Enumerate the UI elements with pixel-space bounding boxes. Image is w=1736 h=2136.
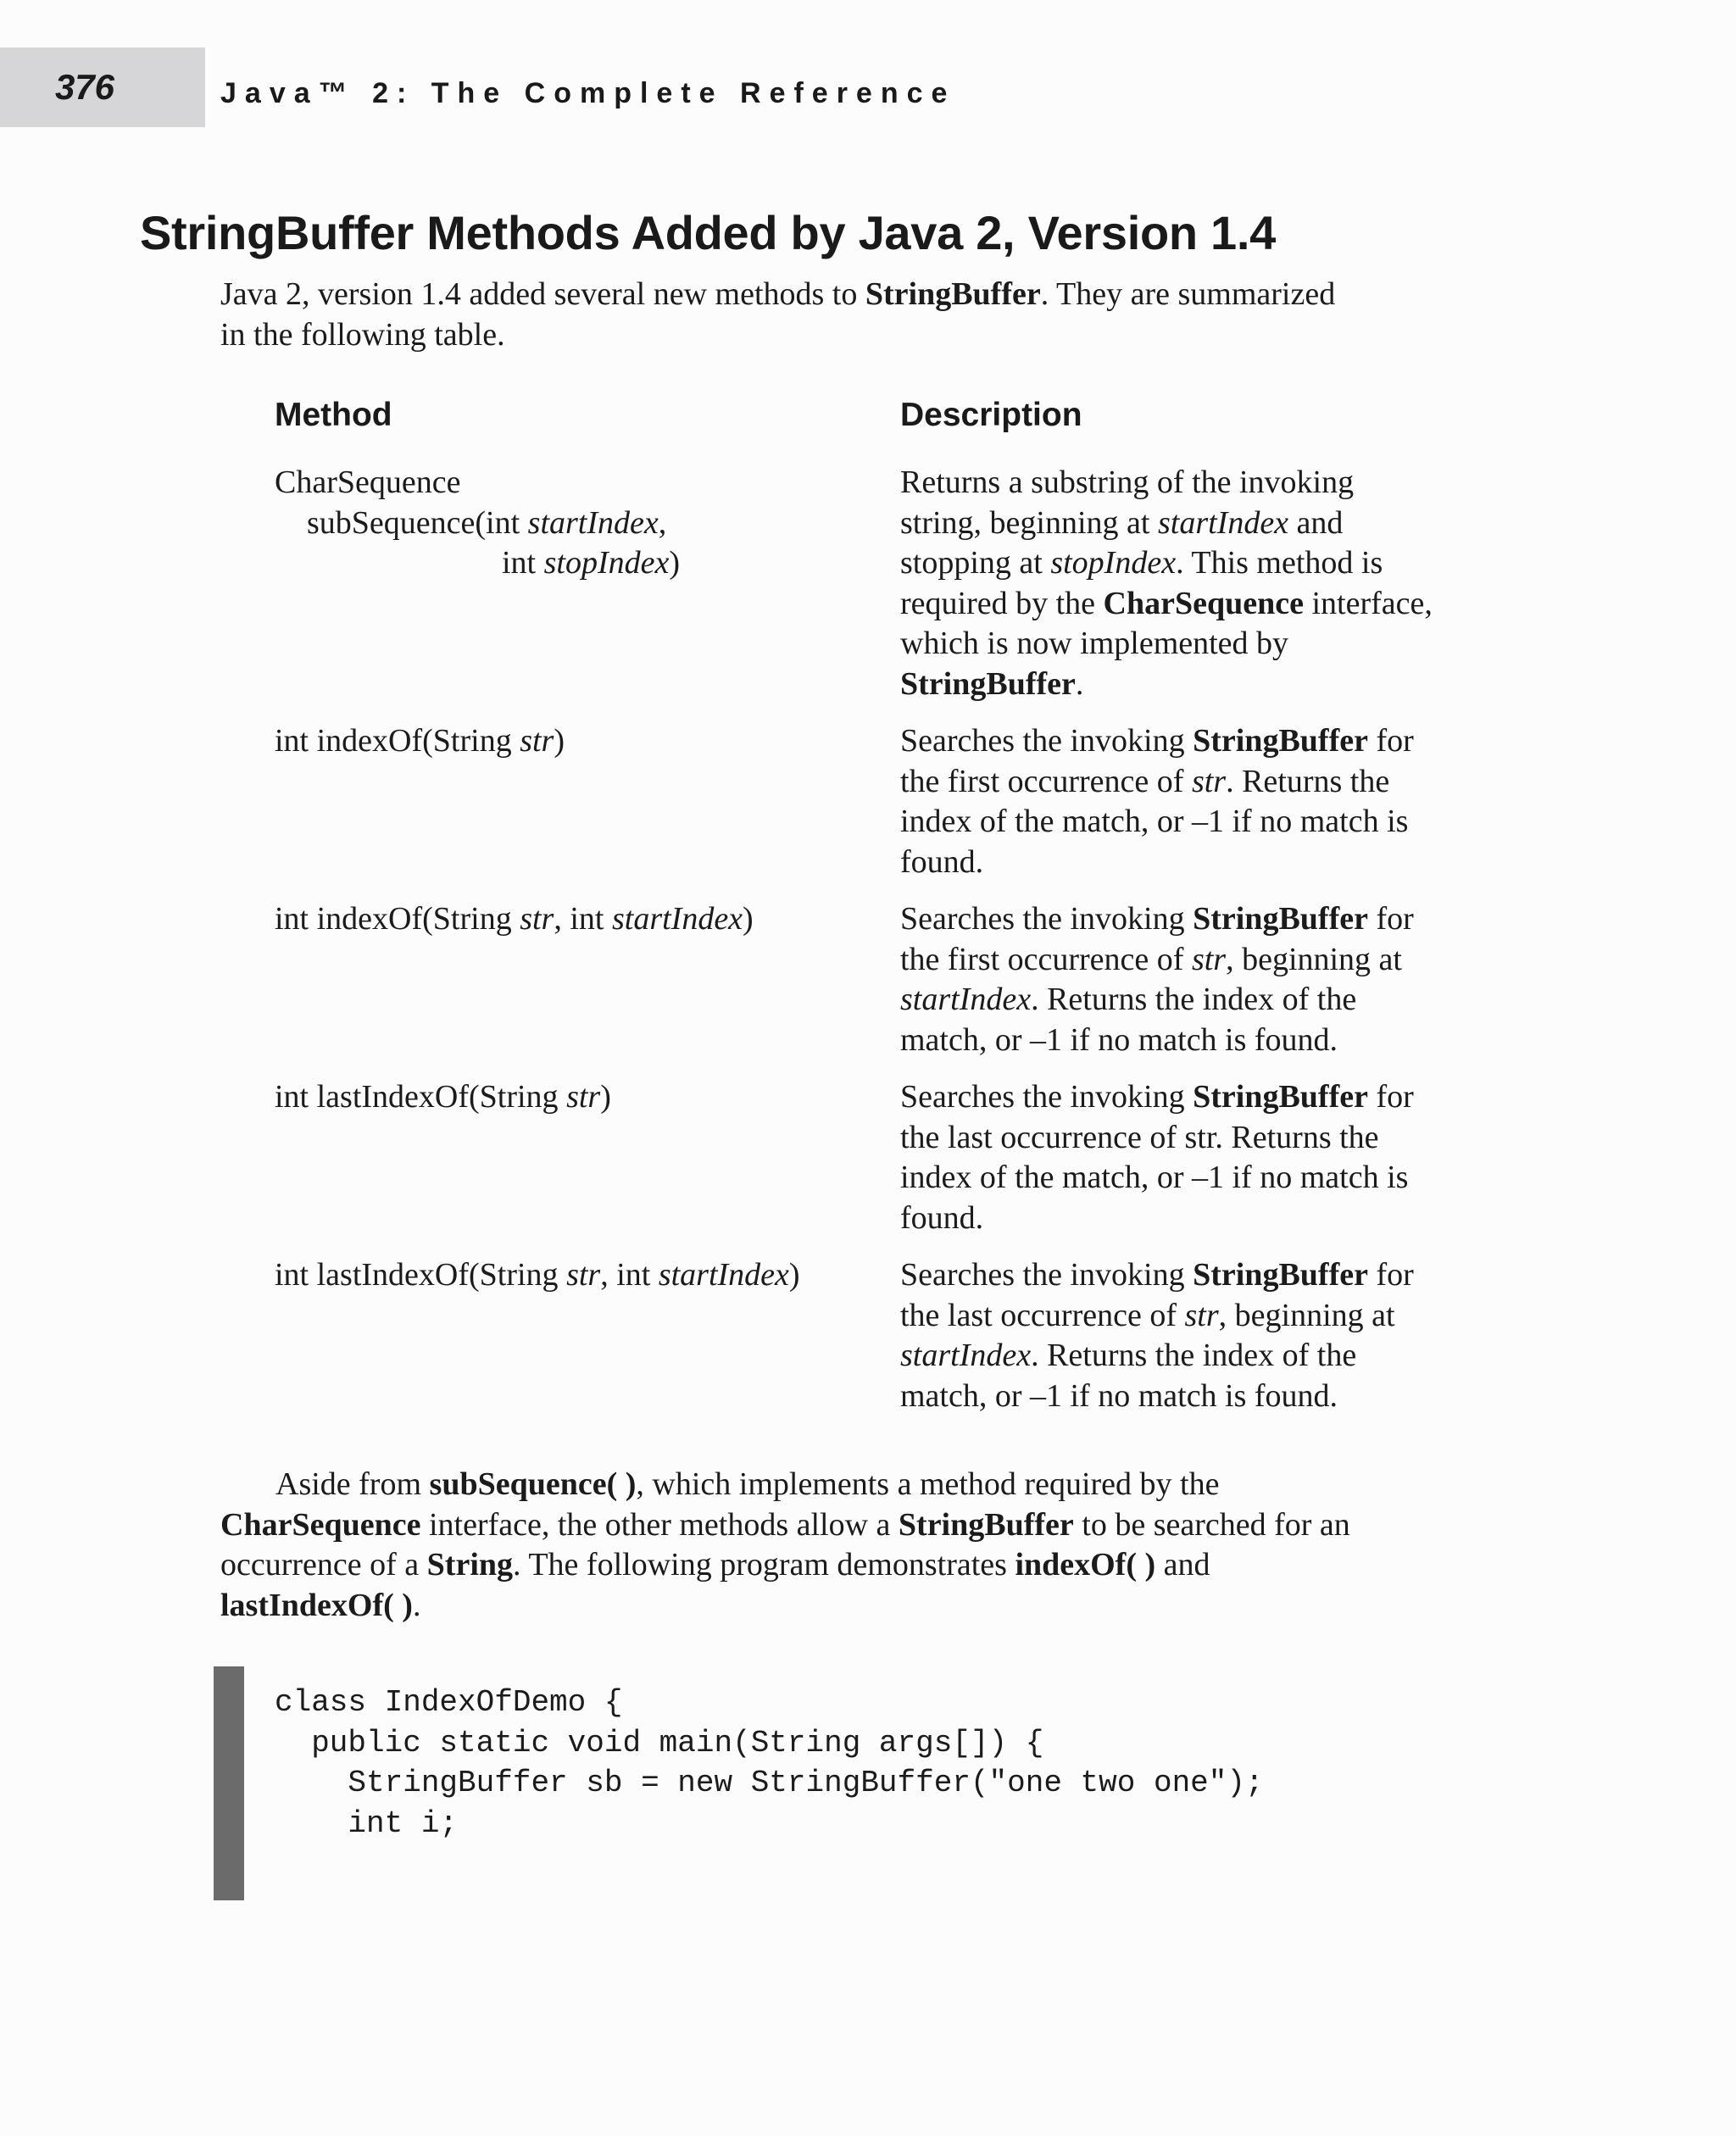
running-head: Java™ 2: The Complete Reference — [220, 76, 956, 109]
description-line — [900, 1336, 1414, 1377]
paragraph-text: occurrence of a — [220, 1547, 427, 1583]
description-text: . This method is — [1176, 545, 1383, 581]
description-line: which is now implemented by — [900, 626, 1289, 661]
description-line: Returns a substring of the invoking — [900, 464, 1355, 500]
method-param: startIndex — [527, 504, 659, 541]
intro-text: in the following table. — [220, 316, 505, 353]
description-param: stopIndex — [1050, 545, 1177, 581]
description-text: the last occurrence of — [900, 1297, 1185, 1333]
description-line: match, or –1 if no match is found. — [900, 1021, 1338, 1058]
description-line — [900, 543, 1433, 584]
description-line: the last occurrence of str. Returns the — [900, 1119, 1379, 1155]
method-line — [275, 503, 680, 544]
paragraph-text: interface, the other methods allow a — [420, 1506, 899, 1543]
description-line: match, or –1 if no match is found. — [900, 1377, 1338, 1414]
code-line: int i; — [275, 1805, 459, 1841]
method-param: str — [520, 901, 554, 937]
description-line — [900, 899, 1414, 940]
method-param: str — [566, 1257, 601, 1293]
method-cell — [275, 721, 565, 762]
description-param: startIndex — [900, 982, 1032, 1017]
paragraph-bold: StringBuffer — [898, 1506, 1074, 1543]
method-text: , — [658, 504, 667, 541]
description-line — [900, 503, 1433, 544]
intro-text: . They are summarized — [1040, 276, 1336, 312]
method-text: int — [502, 545, 544, 581]
description-text: the first occurrence of — [900, 941, 1192, 977]
paragraph-bold: indexOf( ) — [1015, 1547, 1156, 1583]
method-cell — [275, 463, 680, 584]
description-text: . Returns the index of the — [1031, 1338, 1357, 1373]
description-text: for — [1367, 1079, 1414, 1115]
code-line: class IndexOfDemo { — [275, 1685, 623, 1720]
description-cell — [900, 721, 1414, 882]
column-header-description: Description — [900, 397, 1082, 433]
description-text: string, beginning at — [900, 504, 1158, 541]
description-bold: StringBuffer — [1193, 901, 1368, 937]
method-cell — [275, 1255, 800, 1296]
paragraph-bold: String — [426, 1547, 514, 1583]
section-title: StringBuffer Methods Added by Java 2, Version 1.4 — [140, 206, 1276, 259]
description-param: startIndex — [900, 1338, 1032, 1373]
intro-text: Java 2, version 1.4 added several new methods to — [220, 276, 865, 312]
description-param: str — [1191, 763, 1227, 799]
method-cell — [275, 899, 754, 940]
description-text: for — [1367, 723, 1414, 759]
method-text: ) — [600, 1079, 611, 1115]
description-line: index of the match, or –1 if no match is — [900, 804, 1409, 839]
paragraph-text: . — [412, 1587, 421, 1623]
method-line — [275, 899, 754, 940]
code-listing — [275, 1683, 1264, 1844]
page-number: 376 — [54, 67, 115, 107]
description-text: stopping at — [900, 545, 1051, 581]
description-cell — [900, 899, 1414, 1060]
description-line — [900, 1296, 1414, 1337]
body-paragraph — [220, 1465, 1526, 1626]
code-listing-bar — [214, 1666, 244, 1900]
code-line: public static void main(String args[]) { — [275, 1725, 1044, 1761]
description-cell — [900, 1255, 1414, 1416]
description-line — [900, 721, 1414, 762]
description-bold: CharSequence — [1103, 585, 1304, 621]
description-line — [900, 762, 1414, 803]
paragraph-text: and — [1155, 1547, 1210, 1583]
description-line — [900, 665, 1433, 705]
method-text: ) — [554, 723, 565, 759]
paragraph-bold: CharSequence — [220, 1506, 421, 1543]
description-line: index of the match, or –1 if no match is — [900, 1160, 1409, 1195]
description-line — [900, 584, 1433, 625]
description-text: for — [1367, 901, 1414, 937]
method-line — [275, 1255, 800, 1296]
description-text: . — [1075, 665, 1084, 702]
description-text: , beginning at — [1218, 1297, 1395, 1333]
paragraph-bold: lastIndexOf( ) — [220, 1587, 413, 1623]
method-param: str — [520, 723, 554, 759]
method-text: ) — [743, 901, 754, 937]
description-cell — [900, 1077, 1414, 1238]
method-param: startIndex — [658, 1257, 789, 1293]
method-text: int indexOf(String — [275, 901, 520, 937]
description-bold: StringBuffer — [900, 665, 1076, 702]
method-line — [275, 1077, 611, 1118]
method-text: , int — [554, 901, 612, 937]
description-text: Searches the invoking — [900, 901, 1194, 937]
description-text: required by the — [900, 585, 1104, 621]
description-param: str — [1184, 1297, 1219, 1333]
description-param: str — [1191, 941, 1227, 977]
column-header-method: Method — [275, 397, 392, 433]
code-line: StringBuffer sb = new StringBuffer("one two one"); — [275, 1766, 1264, 1800]
method-line: CharSequence — [275, 464, 461, 500]
description-param: startIndex — [1157, 504, 1289, 541]
description-text: for — [1367, 1257, 1414, 1293]
description-line: found. — [900, 1199, 984, 1236]
description-line — [900, 1077, 1414, 1118]
description-text: Searches the invoking — [900, 1079, 1194, 1115]
description-text: . Returns the index of the — [1031, 982, 1357, 1017]
method-text: ) — [669, 545, 681, 581]
method-text: int indexOf(String — [275, 723, 520, 759]
description-line — [900, 1255, 1414, 1296]
description-text: interface, — [1303, 585, 1433, 621]
description-text: , beginning at — [1226, 941, 1402, 977]
description-text: Searches the invoking — [900, 1257, 1194, 1293]
paragraph-text: . The following program demonstrates — [513, 1547, 1015, 1583]
paragraph-bold: subSequence( ) — [429, 1466, 637, 1502]
description-text: and — [1288, 504, 1344, 541]
description-line — [900, 980, 1414, 1021]
method-param: str — [566, 1079, 601, 1115]
method-text: int lastIndexOf(String — [275, 1079, 567, 1115]
description-cell — [900, 463, 1433, 704]
description-line: found. — [900, 843, 984, 880]
method-text: subSequence(int — [307, 504, 528, 541]
method-param: stopIndex — [543, 545, 670, 581]
description-bold: StringBuffer — [1193, 1257, 1368, 1293]
method-text: ) — [788, 1257, 800, 1293]
method-line — [275, 721, 565, 762]
method-line — [275, 543, 680, 584]
description-text: the first occurrence of — [900, 763, 1192, 799]
description-text: Searches the invoking — [900, 723, 1194, 759]
method-cell — [275, 1077, 611, 1118]
paragraph-text: Aside from — [275, 1466, 430, 1502]
description-bold: StringBuffer — [1193, 723, 1368, 759]
method-text: int lastIndexOf(String — [275, 1257, 567, 1293]
method-param: startIndex — [611, 901, 743, 937]
paragraph-text: to be searched for an — [1073, 1506, 1350, 1543]
paragraph-text: , which implements a method required by the — [636, 1466, 1220, 1502]
intro-bold: StringBuffer — [865, 276, 1041, 312]
intro-paragraph — [220, 275, 1526, 355]
description-line — [900, 940, 1414, 981]
description-bold: StringBuffer — [1193, 1079, 1368, 1115]
description-text: . Returns the — [1226, 763, 1390, 799]
method-text: , int — [600, 1257, 659, 1293]
